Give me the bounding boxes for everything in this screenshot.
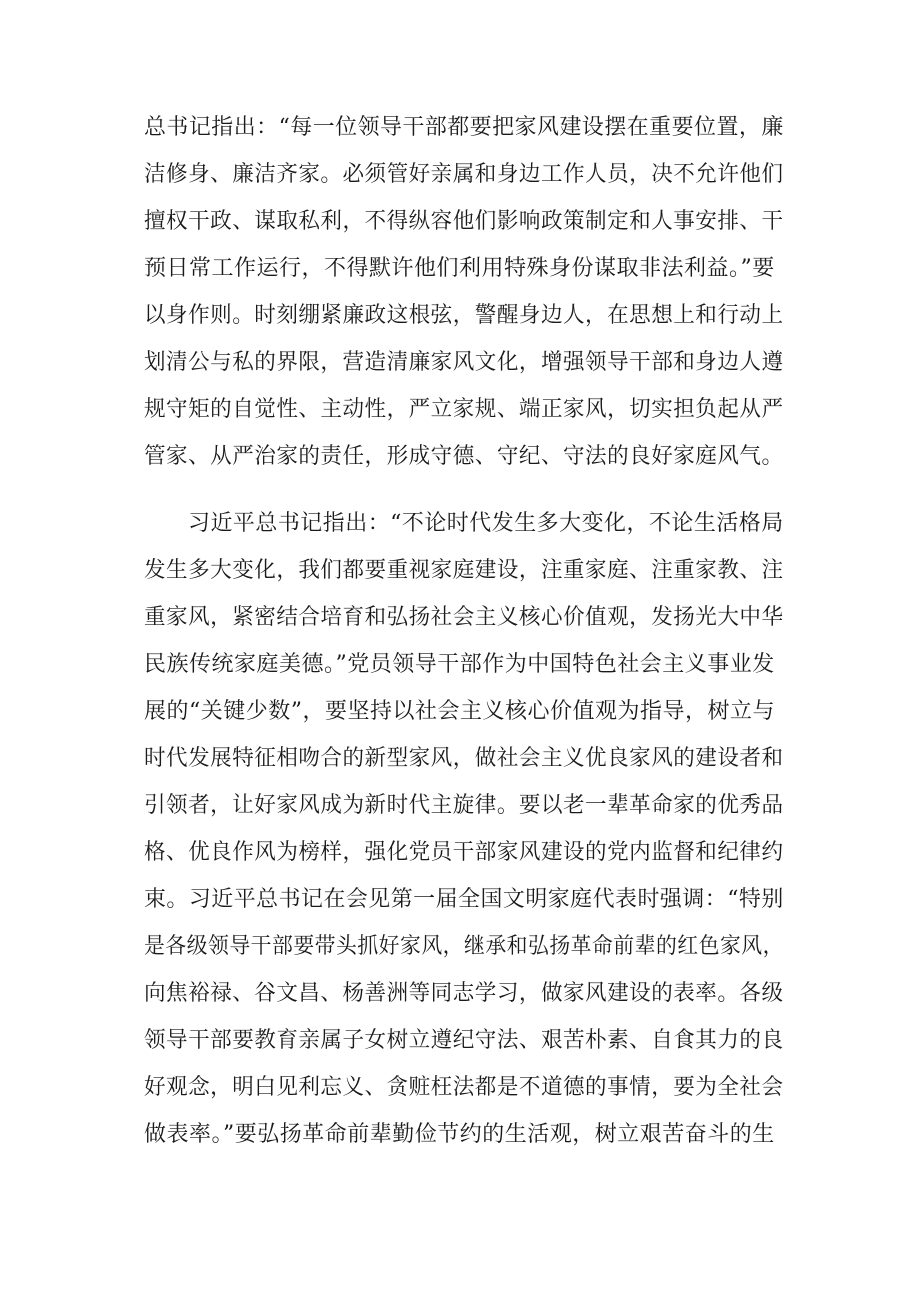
- paragraph-2-line-5: 展的“关键少数”，要坚持以社会主义核心价值观为指导，树立与: [144, 699, 775, 724]
- paragraph-1-line-6: 划清公与私的界限，营造清廉家风文化，增强领导干部和身边人遵: [144, 350, 784, 375]
- paragraph-2-line-14: 做表率。”要弘扬革命前辈勤俭节约的生活观，树立艰苦奋斗的生: [144, 1122, 775, 1147]
- paragraph-2-line-1: 习近平总书记指出：“不论时代发生多大变化，不论生活格局: [188, 511, 784, 536]
- paragraph-2-line-11: 向焦裕禄、谷文昌、杨善洲等同志学习，做家风建设的表率。各级: [144, 981, 784, 1006]
- paragraph-1-line-2: 洁修身、廉洁齐家。必须管好亲属和身边工作人员，决不允许他们: [144, 162, 784, 187]
- paragraph-2-line-13: 好观念，明白见利忘义、贪赃枉法都是不道德的事情，要为全社会: [144, 1075, 784, 1100]
- paragraph-1-line-5: 以身作则。时刻绷紧廉政这根弦，警醒身边人，在思想上和行动上: [144, 303, 784, 328]
- paragraph-2-line-7: 引领者，让好家风成为新时代主旋律。要以老一辈革命家的优秀品: [144, 793, 784, 818]
- paragraph-2-line-6: 时代发展特征相吻合的新型家风，做社会主义优良家风的建设者和: [144, 746, 784, 771]
- paragraph-1-line-8: 管家、从严治家的责任，形成守德、守纪、守法的良好家庭风气。: [144, 444, 784, 469]
- paragraph-1-line-1: 总书记指出：“每一位领导干部都要把家风建设摆在重要位置，廉: [144, 115, 784, 140]
- paragraph-1-line-7: 规守矩的自觉性、主动性，严立家规、端正家风，切实担负起从严: [144, 397, 784, 422]
- paragraph-2-line-3: 重家风，紧密结合培育和弘扬社会主义核心价值观，发扬光大中华: [144, 605, 784, 630]
- paragraph-2-line-4: 民族传统家庭美德。”党员领导干部作为中国特色社会主义事业发: [144, 652, 775, 677]
- paragraph-2-line-10: 是各级领导干部要带头抓好家风，继承和弘扬革命前辈的红色家风，: [144, 934, 784, 959]
- paragraph-2-line-2: 发生多大变化，我们都要重视家庭建设，注重家庭、注重家教、注: [144, 558, 784, 583]
- paragraph-1-line-3: 擅权干政、谋取私利，不得纵容他们影响政策制定和人事安排、干: [144, 209, 784, 234]
- paragraph-2-line-9: 束。习近平总书记在会见第一届全国文明家庭代表时强调：“特别: [144, 887, 784, 912]
- paragraph-2-line-8: 格、优良作风为榜样，强化党员干部家风建设的党内监督和纪律约: [144, 840, 784, 865]
- paragraph-1-line-4: 预日常工作运行，不得默许他们利用特殊身份谋取非法利益。”要: [144, 256, 775, 281]
- paragraph-2-line-12: 领导干部要教育亲属子女树立遵纪守法、艰苦朴素、自食其力的良: [144, 1028, 784, 1053]
